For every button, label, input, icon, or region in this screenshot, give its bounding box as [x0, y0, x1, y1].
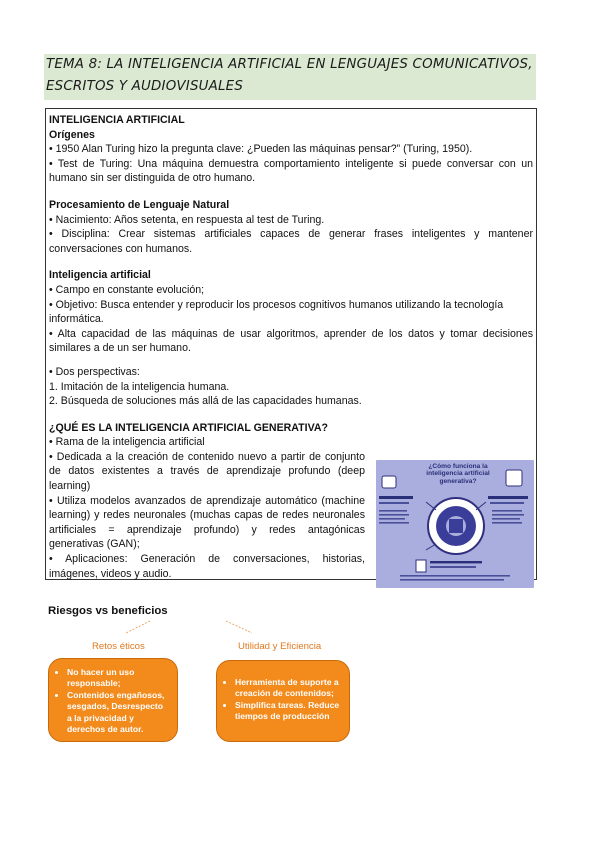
subheading-nlp: Procesamiento de Lenguaje Natural — [49, 198, 230, 211]
page-title — [44, 54, 536, 100]
page-title-line-1: TEMA 8: LA INTELIGENCIA ARTIFICIAL EN LENGUAJES COMUNICATIVOS, — [46, 57, 533, 72]
subheading-generative: ¿QUÉ ES LA INTELIGENCIA ARTIFICIAL GENERATIVA? — [49, 421, 328, 434]
list-item: • Dedicada a la creación de contenido nuevo a partir de conjunto de datos existentes a través de aprendizaje profundo (deep learning) — [49, 450, 365, 493]
risks-heading: Riesgos vs beneficios — [48, 605, 168, 617]
generative-ai-infographic — [376, 460, 534, 588]
label-utilidad-eficiencia: Utilidad y Eficiencia — [238, 641, 322, 652]
list-item: • Contenidos engañosos, sesgados, Desrespecto a la privacidad y derechos de autor. — [67, 690, 169, 736]
list-item: • 1950 Alan Turing hizo la pregunta clave: ¿Pueden las máquinas pensar?” (Turing, 1950). — [49, 143, 473, 156]
list-item: • Utiliza modelos avanzados de aprendizaje automático (machine learning) y redes neuronales (muchas capas de redes neuronales artificiales = aprendizaje profundo) y redes antagónicas generativas (GAN); — [49, 494, 365, 551]
subheading-origenes: Orígenes — [49, 128, 95, 141]
section-heading-ia: INTELIGENCIA ARTIFICIAL — [49, 114, 185, 126]
list-item: • Herramienta de suporte a creación de contenidos; — [235, 677, 341, 700]
content-box — [45, 108, 537, 580]
list-item: • Disciplina: Crear sistemas artificiales capaces de generar frases inteligentes y mantener conversaciones con humanos. — [49, 228, 533, 255]
list-item: 2. Búsqueda de soluciones más allá de las capacidades humanas. — [49, 395, 362, 408]
list-item: • Campo en constante evolución; — [49, 283, 205, 296]
list-item: • Nacimiento: Años setenta, en respuesta al test de Turing. — [49, 213, 325, 226]
generative-section — [49, 421, 533, 582]
benefits-box — [216, 660, 350, 742]
subheading-ai: Inteligencia artificial — [49, 269, 151, 282]
page-title-line-2: ESCRITOS Y AUDIOVISUALES — [46, 79, 244, 94]
list-item: • Rama de la inteligencia artificial — [49, 436, 205, 449]
list-item: 1. Imitación de la inteligencia humana. — [49, 380, 230, 393]
list-item: • Simplifica tareas. Reduce tiempos de producción — [235, 700, 341, 723]
list-item: • Dos perspectivas: — [49, 365, 140, 378]
list-item: • Alta capacidad de las máquinas de usar algoritmos, aprender de los datos y tomar decisiones similares a de un ser humano. — [49, 327, 533, 355]
list-item: • Aplicaciones: Generación de conversaciones, historias, imágenes, videos y audio. — [49, 553, 365, 580]
list-item: • No hacer un uso responsable; — [67, 667, 169, 690]
infographic-title: ¿Cómo funciona la inteligencia artificial generativa? — [426, 462, 490, 485]
label-retos-eticos: Retos éticos — [92, 641, 145, 652]
list-item: • Objetivo: Busca entender y reproducir los procesos cognitivos humanos utilizando la tecnología informática. — [49, 298, 504, 326]
list-item: • Test de Turing: Una máquina demuestra comportamiento inteligente si puede conversar con un humano sin ser distinguida de otro humano. — [49, 157, 533, 185]
risks-box — [48, 658, 178, 742]
neural-chip-icon — [376, 460, 534, 588]
